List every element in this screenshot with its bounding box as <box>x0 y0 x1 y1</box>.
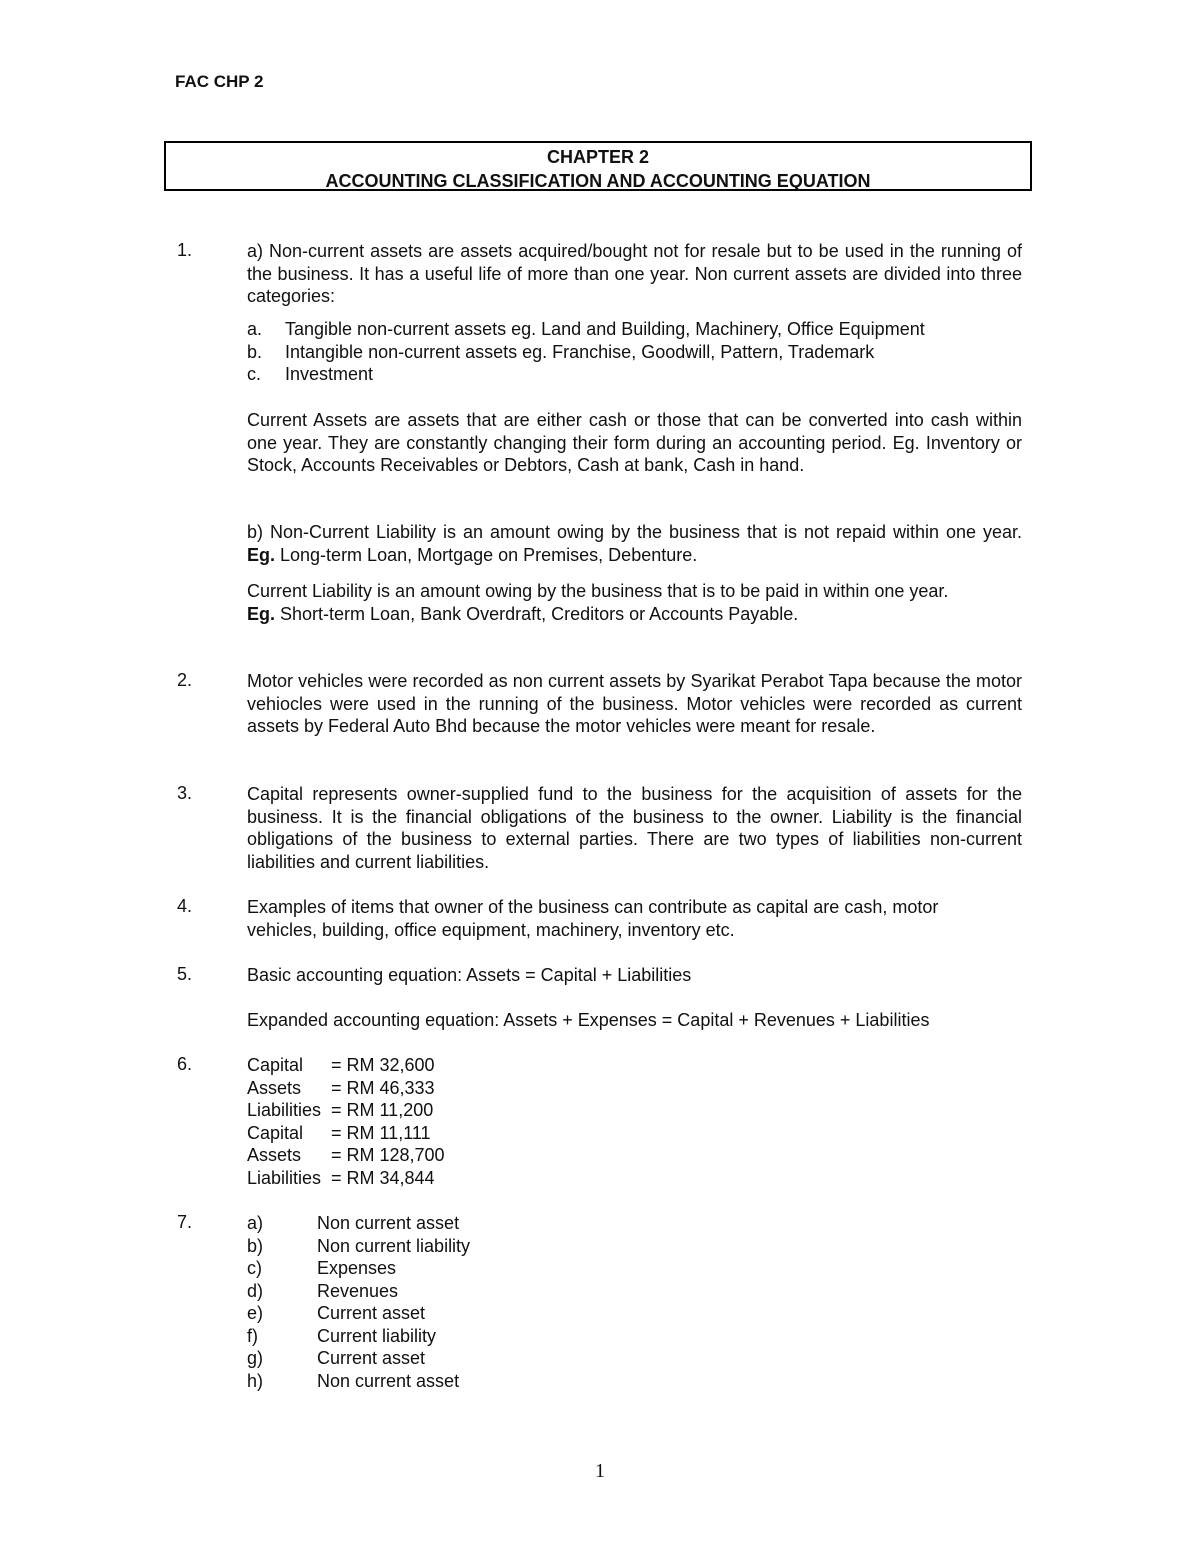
list-item: Assets = RM 46,333 <box>247 1077 435 1098</box>
question-number-5: 5. <box>177 964 193 984</box>
list-item-label: a. <box>247 319 263 339</box>
list-item: Liabilities = RM 34,844 <box>247 1167 435 1188</box>
list-item: b) Non current liability <box>247 1235 471 1256</box>
q5-basic-equation: Basic accounting equation: Assets = Capital + Liabilities <box>247 965 692 985</box>
list-item-text: Investment <box>285 364 374 384</box>
list-item: Assets = RM 128,700 <box>247 1145 445 1165</box>
list-item: e) Current asset <box>247 1303 426 1323</box>
list-item: c) Expenses <box>247 1258 397 1278</box>
list-item: d) Revenues <box>247 1280 399 1301</box>
list-item-label: b. <box>247 341 263 362</box>
page-number: 1 <box>595 1460 605 1482</box>
list-item-text: Intangible non-current assets eg. Franchise, Goodwill, Pattern, Trademark <box>285 341 875 362</box>
list-item: f) Current liability <box>247 1325 437 1346</box>
list-item-label: c. <box>247 364 262 384</box>
chapter-number: CHAPTER 2 <box>546 147 649 167</box>
list-item: h) Non current asset <box>247 1370 460 1391</box>
document-header: FAC CHP 2 <box>175 72 264 91</box>
list-item <box>247 341 1022 364</box>
list-item: Liabilities = RM 11,200 <box>247 1100 434 1120</box>
question-number-7: 7. <box>177 1212 193 1232</box>
q1-current-liability-para: Current Liability is an amount owing by the business that is to be paid in within one year. Eg. Short-term Loan, Bank Overdraft, Creditors or Accounts Payable. <box>247 581 949 624</box>
chapter-title: ACCOUNTING CLASSIFICATION AND ACCOUNTING EQUATION <box>325 171 871 191</box>
q1-current-assets-para: Current Assets are assets that are either cash or those that can be converted into cash within one year. They are constantly changing their form during an accounting period. Eg. Inventory or Stock, Accounts Receivables or Debtors, Cash at bank, Cash in hand. <box>247 410 1022 475</box>
question-number-6: 6. <box>177 1054 193 1074</box>
list-item <box>247 363 1022 386</box>
list-item-text: Tangible non-current assets eg. Land and Building, Machinery, Office Equipment <box>285 319 925 339</box>
q3-answer-para: Capital represents owner-supplied fund to the business for the acquisition of assets for the business. It is the financial obligations of the business to the owner. Liability is the financial obligations of the business to external parties. There are two types of liabilities non-current liabilities and current liabilities. <box>247 784 1022 872</box>
q1-non-current-assets-para: a) Non-current assets are assets acquired/bought not for resale but to be used in the running of the business. It has a useful life of more than one year. Non current assets are divided into three categories: <box>247 241 1022 306</box>
question-number-3: 3. <box>177 783 193 803</box>
question-number-4: 4. <box>177 896 193 916</box>
list-item: a) Non current asset <box>247 1213 460 1233</box>
q1-non-current-liability-para: b) Non-Current Liability is an amount owing by the business that is not repaid within one year. Eg. Long-term Loan, Mortgage on Premises, Debenture. <box>247 522 1022 565</box>
list-item <box>247 318 1022 341</box>
q7-answer-list <box>247 1212 1022 1392</box>
list-item: g) Current asset <box>247 1348 426 1368</box>
q4-answer-para: Examples of items that owner of the business can contribute as capital are cash, motor vehicles, building, office equipment, machinery, inventory etc. <box>247 897 939 940</box>
q2-answer-para: Motor vehicles were recorded as non current assets by Syarikat Perabot Tapa because the motor vehiocles were used in the running of the business. Motor vehicles were recorded as current assets by Federal Auto Bhd because the motor vehicles were meant for resale. <box>247 671 1022 736</box>
list-item: Capital = RM 11,111 <box>247 1122 431 1143</box>
chapter-title-box <box>164 141 1032 191</box>
question-number-2: 2. <box>177 670 193 690</box>
q5-expanded-equation: Expanded accounting equation: Assets + Expenses = Capital + Revenues + Liabilities <box>247 1010 930 1030</box>
q1-categories-list <box>247 318 1022 386</box>
q6-answer-list <box>247 1054 1022 1189</box>
list-item: Capital = RM 32,600 <box>247 1055 435 1075</box>
question-number-1: 1. <box>177 240 193 260</box>
